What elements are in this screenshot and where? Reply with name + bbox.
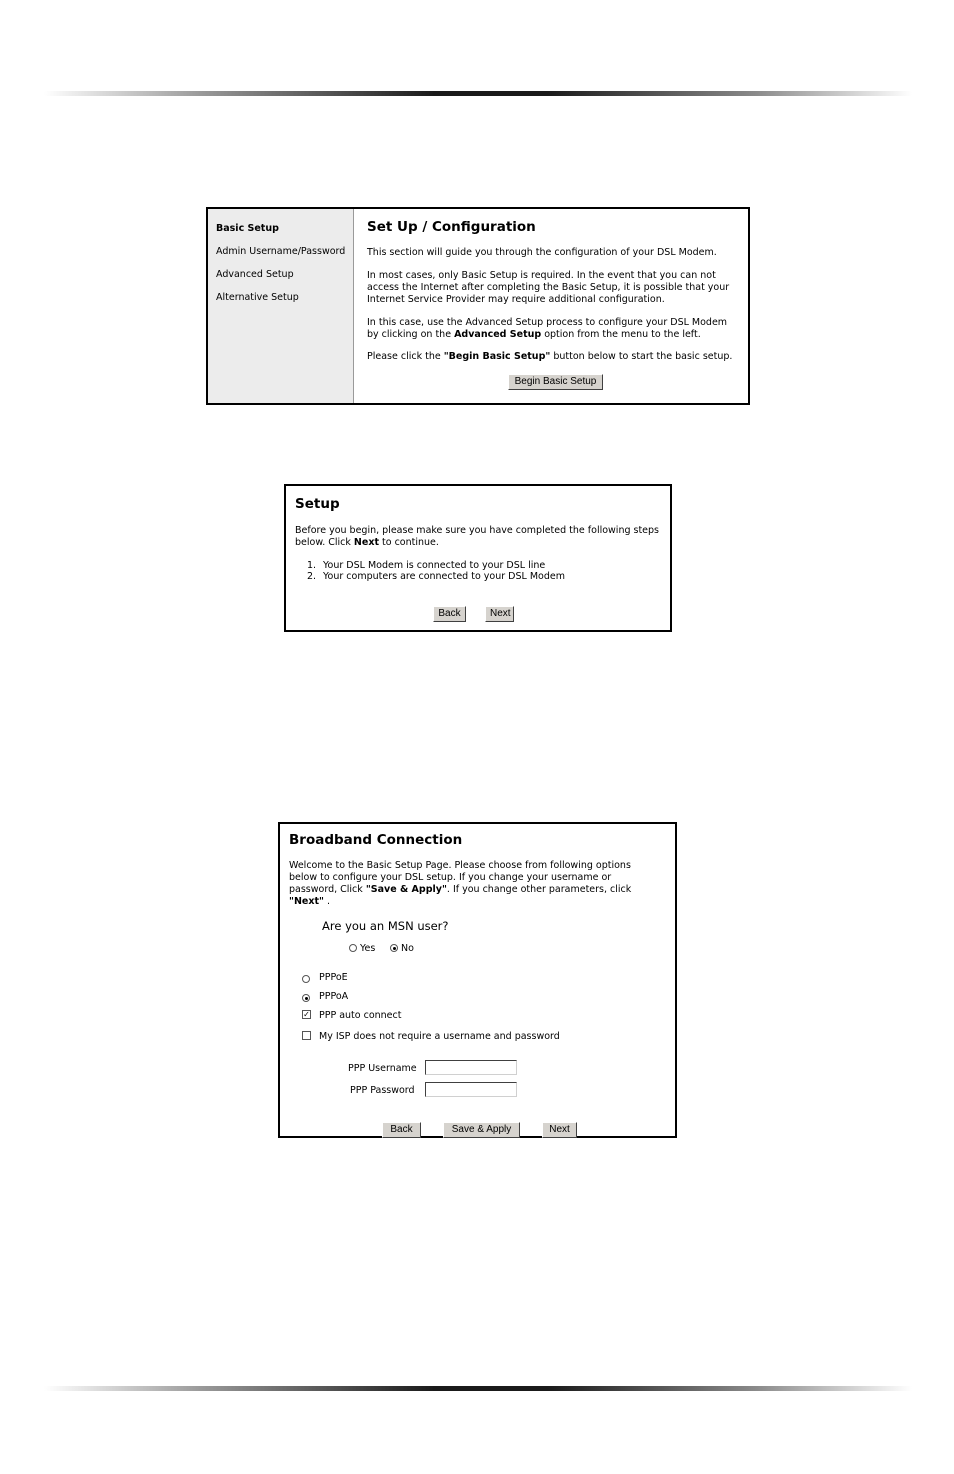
advanced-setup-text-line1: In this case, use the Advanced Setup process to configure your DSL Modem (367, 317, 728, 328)
list-item: Your DSL Modem is connected to your DSL line (323, 560, 546, 571)
ppp-auto-connect-label: PPP auto connect (319, 1010, 402, 1021)
pppoe-radio[interactable] (302, 975, 310, 983)
broadband-title: Broadband Connection (289, 832, 463, 848)
ppp-username-label: PPP Username (348, 1063, 417, 1074)
text-segment: button below to start the basic setup. (550, 351, 733, 362)
basic-setup-text-line1: In most cases, only Basic Setup is required. In the event that you can not (367, 270, 716, 281)
setup-intro-line2 (295, 537, 439, 549)
msn-no-label: No (401, 943, 414, 954)
broadband-intro-line1: Welcome to the Basic Setup Page. Please choose from following options (289, 860, 631, 871)
msn-yes-label: Yes (360, 943, 376, 954)
setup-panel (284, 484, 672, 632)
save-apply-button[interactable]: Save & Apply (443, 1122, 520, 1138)
text-segment: . (323, 896, 331, 907)
pppoe-label: PPPoE (319, 972, 348, 983)
next-emphasis: "Next" (289, 896, 324, 907)
msn-question: Are you an MSN user? (322, 919, 449, 933)
broadband-intro-line3 (289, 884, 631, 896)
broadband-intro-line4 (289, 896, 330, 908)
next-button[interactable]: Next (485, 606, 514, 622)
setup-configuration-panel (206, 207, 750, 405)
text-segment: . If you change other parameters, click (446, 884, 632, 895)
no-auth-checkbox[interactable] (302, 1031, 311, 1040)
sidebar-item-alternative-setup[interactable]: Alternative Setup (216, 292, 299, 303)
begin-instruction-text (367, 351, 732, 363)
no-auth-label: My ISP does not require a username and password (319, 1031, 560, 1042)
sidebar-item-advanced-setup[interactable]: Advanced Setup (216, 269, 294, 280)
ppp-password-label: PPP Password (350, 1085, 415, 1096)
list-item-number: 1. (307, 560, 317, 571)
advanced-setup-emphasis: Advanced Setup (454, 329, 542, 340)
list-item: Your computers are connected to your DSL Modem (323, 571, 565, 582)
basic-setup-text-line3: Internet Service Provider may require additional configuration. (367, 294, 665, 305)
next-emphasis: Next (353, 537, 379, 548)
back-button[interactable]: Back (433, 606, 466, 622)
broadband-intro-line2: below to configure your DSL setup. If you change your username or (289, 872, 612, 883)
list-item-number: 2. (307, 571, 317, 582)
setup-title: Setup (295, 496, 340, 512)
text-segment: below. Click (295, 537, 354, 548)
sidebar-item-admin-username-password[interactable]: Admin Username/Password (216, 246, 346, 257)
ppp-password-input[interactable] (425, 1082, 517, 1097)
text-segment: by clicking on the (367, 329, 455, 340)
basic-setup-text-line2: access the Internet after completing the Basic Setup, it is possible that your (367, 282, 730, 293)
advanced-setup-text-line2 (367, 329, 701, 341)
msn-no-radio[interactable] (390, 944, 398, 952)
ppp-auto-connect-checkbox[interactable]: ✓ (303, 1010, 310, 1019)
back-button[interactable]: Back (382, 1122, 421, 1138)
intro-text: This section will guide you through the configuration of your DSL Modem. (367, 247, 717, 258)
pppoa-label: PPPoA (319, 991, 349, 1002)
text-segment: to continue. (379, 537, 439, 548)
pppoa-radio[interactable] (302, 994, 310, 1002)
bottom-decorative-rule (44, 1386, 912, 1391)
page-title: Set Up / Configuration (367, 219, 536, 235)
begin-basic-setup-emphasis: "Begin Basic Setup" (443, 351, 551, 362)
text-segment: password, Click (289, 884, 366, 895)
sidebar (208, 209, 354, 403)
top-decorative-rule (44, 91, 912, 96)
save-apply-emphasis: "Save & Apply" (365, 884, 447, 895)
ppp-username-input[interactable] (425, 1060, 517, 1075)
begin-basic-setup-button[interactable]: Begin Basic Setup (508, 374, 603, 390)
next-button[interactable]: Next (542, 1122, 577, 1138)
sidebar-item-basic-setup[interactable]: Basic Setup (216, 223, 279, 234)
broadband-connection-panel (278, 822, 677, 1138)
msn-yes-radio[interactable] (349, 944, 357, 952)
setup-intro-line1: Before you begin, please make sure you have completed the following steps (295, 525, 660, 536)
text-segment: Please click the (367, 351, 444, 362)
text-segment: option from the menu to the left. (541, 329, 701, 340)
